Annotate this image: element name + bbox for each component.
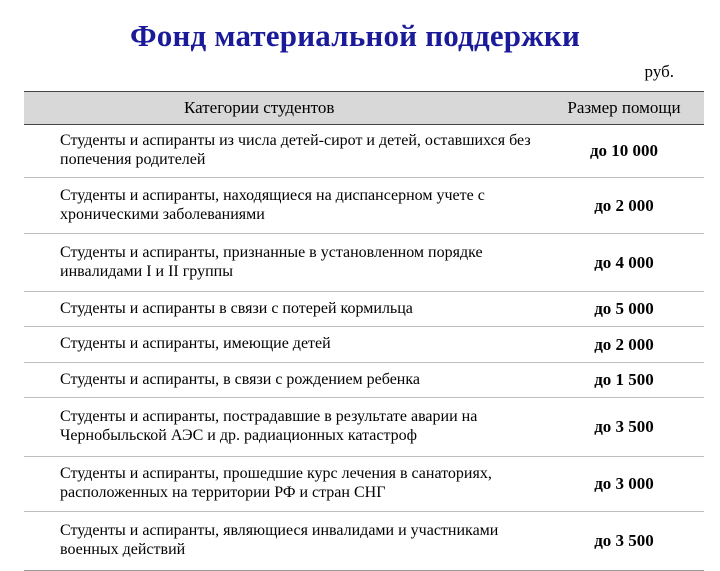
table-row xyxy=(24,512,704,571)
category-text: Студенты и аспиранты из числа детей-сирот и детей, оставшихся без попечения родителей xyxy=(60,132,531,168)
category-cell xyxy=(24,178,544,234)
table-row xyxy=(24,363,704,398)
category-text: Студенты и аспиранты, прошедшие курс лечения в санаториях, расположенных на территории РФ и стран СНГ xyxy=(60,465,492,501)
category-cell xyxy=(24,398,544,457)
category-text: Студенты и аспиранты, пострадавшие в результате аварии на Чернобыльской АЭС и др. радиационных катастроф xyxy=(60,408,478,444)
table-row xyxy=(24,398,704,457)
category-cell xyxy=(24,512,544,571)
category-text: Студенты и аспиранты, являющиеся инвалидами и участниками военных действий xyxy=(60,522,499,558)
table-header-row xyxy=(24,92,704,125)
category-text: Студенты и аспиранты в связи с потерей кормильца xyxy=(60,299,413,317)
table-row xyxy=(24,292,704,327)
category-cell xyxy=(24,457,544,512)
table-row xyxy=(24,457,704,512)
category-text: Студенты и аспиранты, в связи с рождением ребенка xyxy=(60,370,420,388)
amount-cell: до 5 000 xyxy=(544,292,704,327)
category-cell xyxy=(24,292,544,327)
table-row xyxy=(24,178,704,234)
category-cell xyxy=(24,327,544,363)
amount-cell: до 3 500 xyxy=(544,512,704,571)
amount-cell: до 2 000 xyxy=(544,327,704,363)
category-cell xyxy=(24,363,544,398)
category-text: Студенты и аспиранты, находящиеся на диспансерном учете с хроническими заболеваниями xyxy=(60,186,485,223)
table-row xyxy=(24,125,704,178)
category-text: Студенты и аспиранты, признанные в установленном порядке инвалидами I и II группы xyxy=(60,243,483,280)
header-amount: Размер помощи xyxy=(544,92,704,125)
amount-cell: до 3 000 xyxy=(544,457,704,512)
category-cell xyxy=(24,125,544,178)
amount-cell: до 3 500 xyxy=(544,398,704,457)
amount-cell: до 2 000 xyxy=(544,178,704,234)
support-table xyxy=(24,91,704,571)
amount-cell: до 4 000 xyxy=(544,234,704,292)
table-row xyxy=(24,234,704,292)
table-row xyxy=(24,327,704,363)
header-category: Категории студентов xyxy=(24,92,544,125)
amount-cell: до 10 000 xyxy=(544,125,704,178)
page-title: Фонд материальной поддержки xyxy=(129,18,581,53)
amount-cell: до 1 500 xyxy=(544,363,704,398)
category-cell xyxy=(24,234,544,292)
category-text: Студенты и аспиранты, имеющие детей xyxy=(60,335,331,352)
currency-unit: руб. xyxy=(644,62,674,81)
